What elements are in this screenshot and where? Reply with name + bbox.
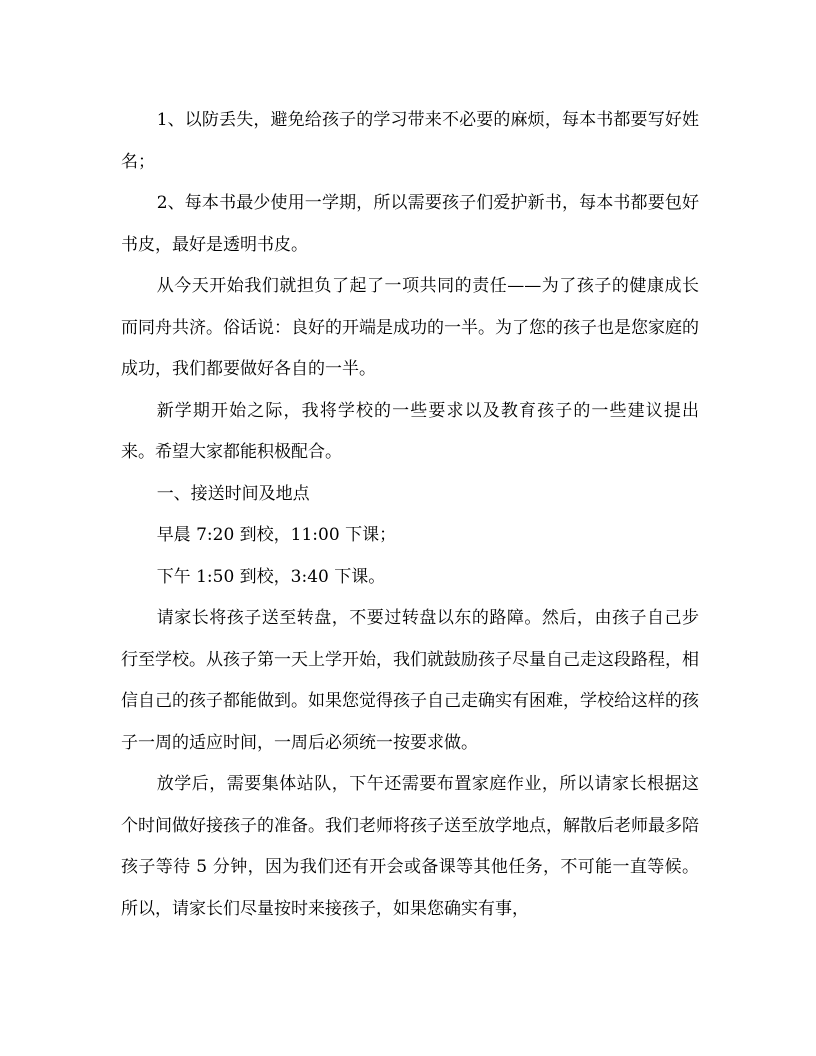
afternoon-schedule: 下午 1:50 到校，3:40 下课。: [156, 566, 386, 587]
paragraph-2: 2、每本书最少使用一学期，所以需要孩子们爱护新书，每本书都要包好书皮，最好是透明书皮。: [121, 193, 699, 255]
paragraph-pickup: 放学后，需要集体站队，下午还需要布置家庭作业，所以请家长根据这个时间做好接孩子的准备。我们老师将孩子送至放学地点，解散后老师最多陪孩子等待 5 分钟，因为我们还有开会或备课等其他任务，不可能一直等候。所以，请家长们尽量按时来接孩子，如果您确实有事，: [121, 774, 699, 919]
paragraph-1: 1、以防丢失，避免给孩子的学习带来不必要的麻烦，每本书都要写好姓名；: [121, 110, 699, 172]
paragraph-dropoff: 请家长将孩子送至转盘，不要过转盘以东的路障。然后，由孩子自己步行至学校。从孩子第一天上学开始，我们就鼓励孩子尽量自己走这段路程，相信自己的孩子都能做到。如果您觉得孩子自己走确实有困难，学校给这样的孩子一周的适应时间，一周后必须统一按要求做。: [121, 608, 699, 753]
paragraph-4: 新学期开始之际，我将学校的一些要求以及教育孩子的一些建议提出来。希望大家都能积极配合。: [121, 400, 699, 462]
paragraph-3: 从今天开始我们就担负了起了一项共同的责任——为了孩子的健康成长而同舟共济。俗话说：良好的开端是成功的一半。为了您的孩子也是您家庭的成功，我们都要做好各自的一半。: [121, 276, 699, 379]
morning-schedule: 早晨 7:20 到校，11:00 下课；: [156, 525, 397, 545]
section-heading-pickup-time: 一、接送时间及地点: [156, 483, 310, 504]
document-body: [121, 100, 699, 930]
